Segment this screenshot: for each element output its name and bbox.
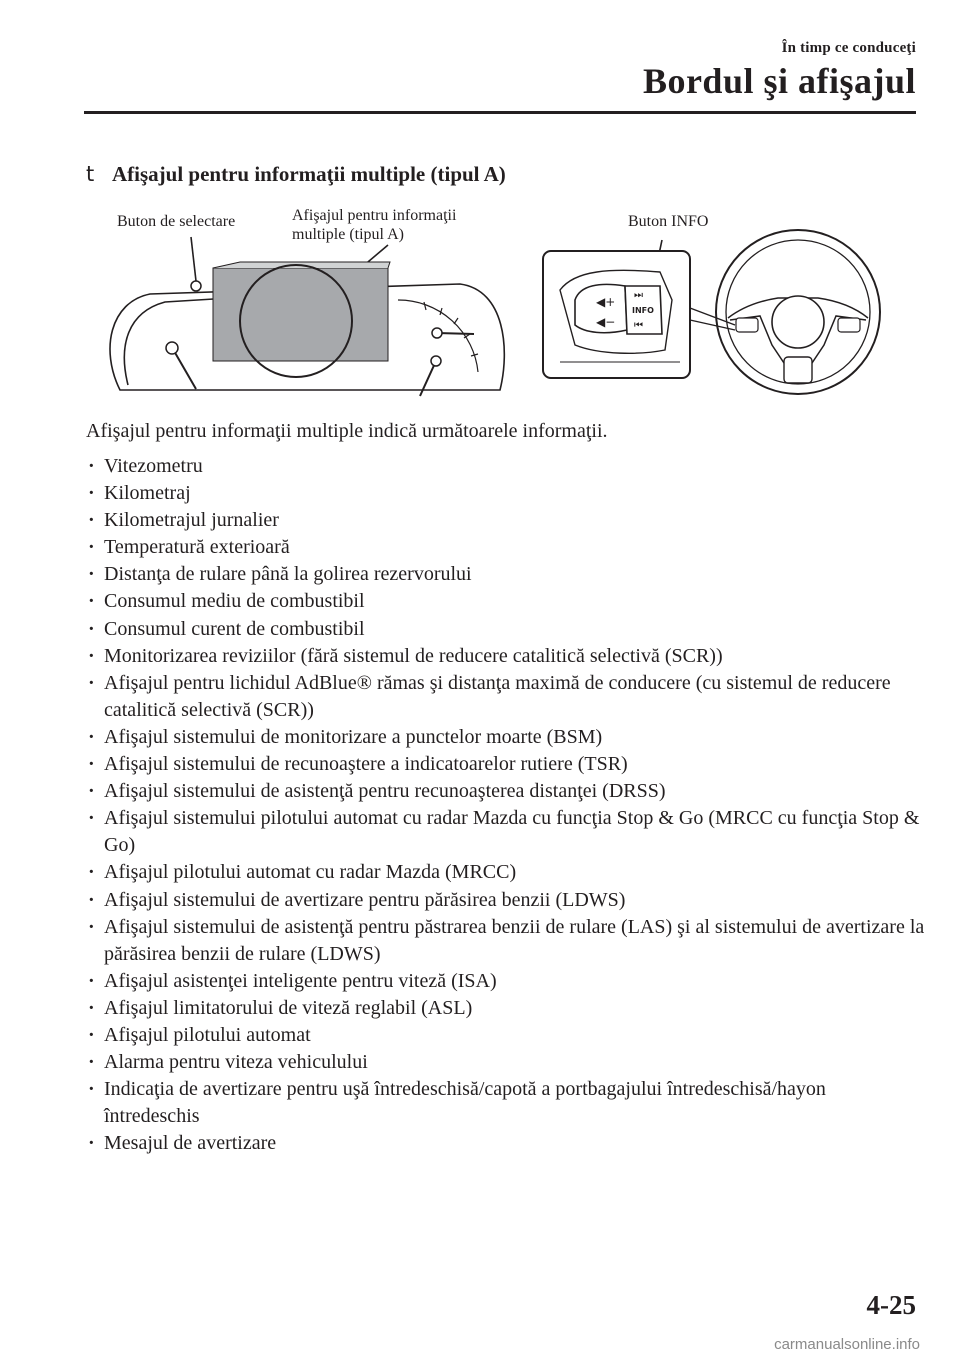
list-item: · Afişajul sistemului de recunoaştere a indicatoarelor rutiere (TSR) bbox=[86, 751, 926, 778]
label-display-line2: multiple (tipul A) bbox=[292, 226, 404, 243]
label-selector-button: Buton de selectare bbox=[117, 213, 236, 230]
list-item: · Kilometrajul jurnalier bbox=[86, 507, 926, 534]
list-item: · Kilometraj bbox=[86, 480, 926, 507]
list-item: · Afişajul sistemului de avertizare pentru părăsirea benzii (LDWS) bbox=[86, 887, 926, 914]
list-item: · Indicaţia de avertizare pentru uşă întredeschisă/capotă a portbagajului întredeschisă/hayon întredeschis bbox=[86, 1076, 926, 1130]
svg-text:⏮: ⏮ bbox=[634, 320, 643, 331]
list-item: · Afişajul sistemului de monitorizare a punctelor moarte (BSM) bbox=[86, 724, 926, 751]
list-item: · Afişajul pilotului automat cu radar Mazda (MRCC) bbox=[86, 859, 926, 886]
list-item: · Consumul mediu de combustibil bbox=[86, 588, 926, 615]
heading-bullet: t bbox=[86, 162, 95, 186]
info-button-text: INFO bbox=[632, 306, 654, 315]
section-title: Bordul şi afişajul bbox=[642, 61, 916, 101]
list-item: · Alarma pentru viteza vehiculului bbox=[86, 1049, 926, 1076]
selector-button-knob bbox=[191, 281, 201, 291]
list-item: · Mesajul de avertizare bbox=[86, 1130, 926, 1157]
list-item: · Afişajul asistenţei inteligente pentru viteză (ISA) bbox=[86, 968, 926, 995]
watermark: carmanualsonline.info bbox=[774, 1336, 920, 1353]
label-display-line1: Afişajul pentru informaţii bbox=[292, 207, 457, 224]
chapter-title: În timp ce conduceţi bbox=[781, 40, 916, 56]
page-number: 4-25 bbox=[866, 1290, 916, 1320]
list-item: · Vitezometru bbox=[86, 453, 926, 480]
list-item: · Afişajul sistemului de asistenţă pentru păstrarea benzii de rulare (LAS) şi al sistemului de avertizare la părăsirea benzii de rulare (LDWS) bbox=[86, 914, 926, 968]
steering-hub bbox=[772, 296, 824, 348]
list-item: · Distanţa de rulare până la golirea rezervorului bbox=[86, 561, 926, 588]
label-info-button: Buton INFO bbox=[628, 213, 709, 230]
svg-text:◀+: ◀+ bbox=[596, 295, 616, 309]
intro-paragraph: Afişajul pentru informaţii multiple indică următoarele informaţii. bbox=[86, 420, 608, 442]
list-item: · Consumul curent de combustibil bbox=[86, 616, 926, 643]
svg-text:◀−: ◀− bbox=[596, 315, 616, 329]
list-item: · Afişajul sistemului pilotului automat cu radar Mazda cu funcţia Stop & Go (MRCC cu funcţia Stop & Go) bbox=[86, 805, 926, 859]
svg-text:⏭: ⏭ bbox=[634, 290, 643, 301]
display-screen bbox=[213, 268, 388, 361]
leader-selector bbox=[191, 237, 196, 281]
list-item: · Temperatură exterioară bbox=[86, 534, 926, 561]
list-item: · Afişajul pilotului automat bbox=[86, 1022, 926, 1049]
list-item: · Monitorizarea reviziilor (fără sistemul de reducere catalitică selectivă (SCR)) bbox=[86, 643, 926, 670]
heading-title: Afişajul pentru informaţii multiple (tipul A) bbox=[112, 162, 506, 186]
list-item: · Afişajul pentru lichidul AdBlue® rămas şi distanţa maximă de conducere (cu sistemul de reducere catalitică selectivă (SCR)) bbox=[86, 670, 926, 724]
info-list bbox=[86, 453, 926, 1157]
instrument-cluster-illustration bbox=[0, 0, 960, 420]
list-item: · Afişajul limitatorului de viteză reglabil (ASL) bbox=[86, 995, 926, 1022]
list-item: · Afişajul sistemului de asistenţă pentru recunoaşterea distanţei (DRSS) bbox=[86, 778, 926, 805]
